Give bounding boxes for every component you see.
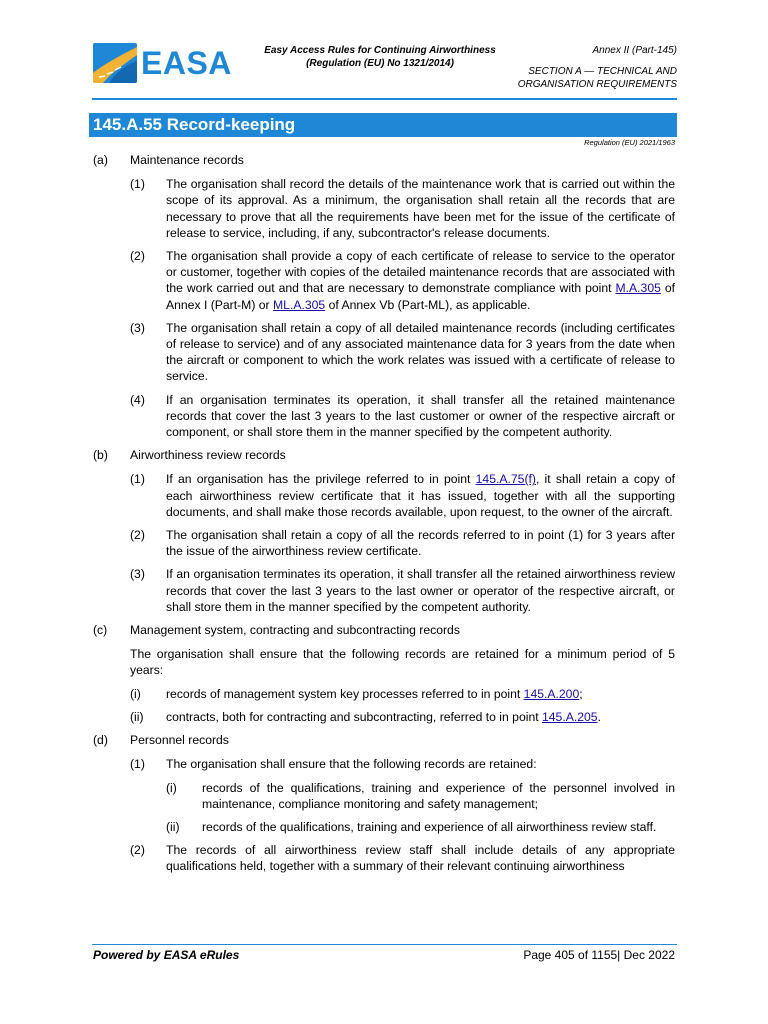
list-item: [93, 566, 675, 615]
link-ml-a-305[interactable]: ML.A.305: [273, 297, 326, 312]
easa-logo: [93, 43, 232, 83]
item-text-part: contracts, both for contracting and subcontracting, referred to in point: [166, 709, 542, 724]
paragraph-label: (d): [93, 733, 108, 748]
sub-list-item: [93, 780, 675, 812]
footer-divider: [92, 944, 677, 945]
item-text: records of the qualifications, training and experience of all airworthiness review staff.: [202, 819, 657, 834]
header-right-line-2: SECTION A — TECHNICAL AND: [528, 66, 677, 77]
list-item: [93, 842, 675, 874]
section-header: [518, 44, 677, 91]
item-text-part: , it shall retain a copy of each airworthiness review certificate that it has issued, together with all the supporting documents, and shall make those records available, upon request, to the owner of the aircraft.: [166, 472, 675, 519]
item-label: (i): [130, 686, 141, 701]
item-label: (1): [130, 472, 145, 487]
header-right-line-3: ORGANISATION REQUIREMENTS: [517, 79, 677, 90]
link-145-a-75-f[interactable]: 145.A.75(f): [475, 472, 536, 487]
item-text: [166, 709, 675, 725]
item-label: (1): [130, 177, 145, 192]
item-text: [166, 471, 675, 520]
paragraph-heading: Airworthiness review records: [130, 448, 286, 463]
list-item: [93, 686, 675, 702]
list-item: [93, 176, 675, 241]
paragraph-d: [93, 732, 675, 748]
item-text: The organisation shall retain a copy of all detailed maintenance records (including certificates of release to service) and of any associated maintenance data for 3 years from the date when the aircraft or component to which the work relates was issued with a certificate of release to service.: [166, 320, 675, 384]
item-label: (4): [130, 392, 145, 407]
header-right-line-1: Annex II (Part-145): [592, 45, 677, 56]
header-center-line-2: (Regulation (EU) No 1321/2014): [306, 58, 454, 69]
list-item: [93, 392, 675, 441]
item-text-part: .: [597, 709, 601, 724]
item-label: (ii): [166, 819, 180, 834]
item-text-part: of Annex I (Part-M) or: [166, 281, 675, 312]
list-item: [93, 248, 675, 313]
paragraph-intro: The organisation shall ensure that the following records are retained for a minimum period of 5 years:: [130, 647, 675, 678]
header-center-line-1: Easy Access Rules for Continuing Airworthiness: [264, 45, 496, 56]
item-label: (1): [130, 757, 145, 772]
item-text-part: The organisation shall provide a copy of each certificate of release to service to the operator or customer, together with copies of the detailed maintenance records that are associated with the work carried out and that are necessary to demonstrate compliance with point: [166, 249, 675, 296]
paragraph-label: (a): [93, 153, 108, 167]
item-text: [166, 248, 675, 313]
item-text-part: If an organisation has the privilege referred to in point: [166, 472, 476, 487]
item-text: If an organisation terminates its operation, it shall transfer all the retained airworthiness review records that cover the last 3 years to the last owner or operator of the respective aircraft, or shall store them in the manner specified by the competent authority.: [166, 567, 675, 614]
article-body: [93, 152, 675, 875]
list-item: [93, 709, 675, 725]
paragraph-heading: Personnel records: [130, 733, 229, 748]
item-text: [166, 686, 675, 702]
item-text: The organisation shall retain a copy of all the records referred to in point (1) for 3 years after the issue of the airworthiness review certificate.: [166, 528, 675, 559]
easa-logo-text: EASA: [141, 45, 232, 81]
link-145-a-200[interactable]: 145.A.200: [523, 686, 580, 701]
paragraph-a: [93, 152, 675, 168]
paragraph-b: [93, 447, 675, 463]
item-label: (ii): [130, 709, 144, 724]
item-label: (i): [166, 780, 177, 795]
article-title-band: [89, 113, 677, 137]
document-title-header: [255, 44, 505, 70]
item-text: The organisation shall ensure that the following records are retained:: [166, 757, 537, 772]
item-text: If an organisation terminates its operation, it shall transfer all the retained maintenance records that cover the last 3 years to the last customer or owner of the respective aircraft or component, or shall store them in the manner specified by the competent authority.: [166, 392, 675, 440]
article-title: 145.A.55 Record-keeping: [93, 115, 296, 134]
item-text-part: ;: [579, 686, 583, 701]
list-item: [93, 756, 675, 772]
item-text: The organisation shall record the details of the maintenance work that is carried out within the scope of its approval. As a minimum, the organisation shall retain all the records that are necessary to prove that all the requirements have been met for the issue of the certificate of release to service, including, if any, subcontractor's release documents.: [166, 177, 675, 240]
item-label: (3): [130, 567, 145, 582]
item-text: The records of all airworthiness review staff shall include details of any appropriate qualifications held, together with a summary of their relevant continuing airworthiness: [166, 843, 675, 874]
item-label: (2): [130, 528, 145, 543]
item-label: (3): [130, 320, 145, 335]
footer-page-number: Page 405 of 1155| Dec 2022: [523, 948, 675, 962]
paragraph-heading: Maintenance records: [130, 153, 244, 167]
header-divider: [92, 98, 677, 100]
link-145-a-205[interactable]: 145.A.205: [542, 709, 598, 724]
list-item: [93, 320, 675, 385]
paragraph-label: (b): [93, 448, 108, 463]
easa-logo-icon: [93, 43, 137, 83]
paragraph-label: (c): [93, 623, 108, 638]
item-text: records of the qualifications, training and experience of the personnel involved in maintenance, compliance monitoring and safety management;: [202, 780, 675, 811]
item-label: (2): [130, 843, 145, 858]
list-item: [93, 527, 675, 559]
sub-list-item: [93, 819, 675, 835]
regulation-reference: Regulation (EU) 2021/1963: [584, 138, 675, 147]
list-item: [93, 471, 675, 520]
link-m-a-305[interactable]: M.A.305: [615, 281, 661, 296]
footer-powered-by: Powered by EASA eRules: [93, 948, 240, 962]
paragraph-heading: Management system, contracting and subcontracting records: [130, 623, 460, 638]
item-text-part: of Annex Vb (Part-ML), as applicable.: [325, 297, 531, 312]
item-label: (2): [130, 249, 145, 264]
paragraph-c: [93, 622, 675, 638]
item-text-part: records of management system key processes referred to in point: [166, 686, 524, 701]
